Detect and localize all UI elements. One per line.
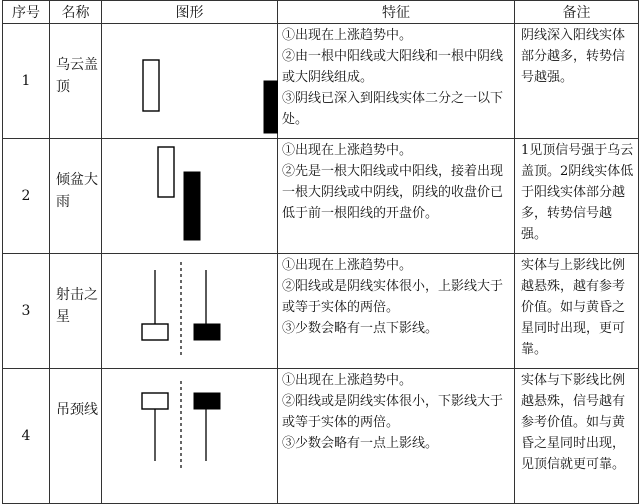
bullish-candle — [143, 60, 159, 111]
feature-line: ②先是一根大阳线或中阳线，接着出现一根大阴线或中阴线，阴线的收盘价已低于前一根阳线的开盘价。 — [282, 164, 504, 221]
pattern-name: 倾盆大雨 — [50, 139, 102, 254]
pattern-features — [278, 369, 515, 504]
candlestick-figure — [102, 369, 278, 503]
feature-line: ③少数会略有一点下影线。 — [282, 321, 439, 336]
table-row — [3, 24, 639, 139]
feature-line: ①出现在上涨趋势中。 — [282, 258, 413, 273]
pattern-note: 阴线深入阳线实体部分越多，转势信号越强。 — [515, 24, 639, 139]
pattern-name: 乌云盖顶 — [50, 24, 102, 139]
table-row — [3, 254, 639, 369]
small-bullish-body — [142, 324, 168, 340]
pattern-features — [278, 254, 515, 369]
pattern-name: 射击之星 — [50, 254, 102, 369]
table-row — [3, 369, 639, 504]
feature-line: ①出现在上涨趋势中。 — [282, 143, 413, 158]
pattern-features — [278, 139, 515, 254]
header-cell-name: 名称 — [50, 1, 102, 24]
small-bearish-body — [194, 393, 220, 409]
bearish-candle — [264, 81, 278, 133]
table-row — [3, 139, 639, 254]
pattern-note: 实体与下影线比例越悬殊，信号越有参考价值。如与黄昏之星同时出现，见顶信就更可靠。 — [515, 369, 639, 504]
bullish-candle — [158, 147, 174, 197]
header-cell-no: 序号 — [3, 1, 50, 24]
bearish-candle — [184, 172, 200, 240]
header-cell-features: 特征 — [278, 1, 515, 24]
header-row — [3, 1, 639, 24]
pattern-features — [278, 24, 515, 139]
feature-line: ①出现在上涨趋势中。 — [282, 28, 413, 43]
candlestick-figure — [102, 139, 278, 253]
pattern-figure — [102, 24, 278, 139]
row-number: 4 — [3, 369, 50, 504]
header-cell-figure: 图形 — [102, 1, 278, 24]
small-bullish-body — [142, 393, 168, 409]
header-cell-note: 备注 — [515, 1, 639, 24]
candlestick-figure — [102, 254, 278, 368]
candlestick-figure — [102, 24, 278, 138]
feature-line: ③阴线已深入到阳线实体二分之一以下处。 — [282, 91, 504, 127]
pattern-name: 吊颈线 — [50, 369, 102, 504]
candlestick-pattern-table — [2, 0, 639, 504]
feature-line: ③少数会略有一点上影线。 — [282, 436, 439, 451]
pattern-figure — [102, 254, 278, 369]
feature-line: ②由一根中阳线或大阳线和一根中阴线或大阴线组成。 — [282, 49, 504, 85]
row-number: 3 — [3, 254, 50, 369]
feature-line: ②阳线或是阴线实体很小，下影线大于或等于实体的两倍。 — [282, 394, 504, 430]
pattern-figure — [102, 139, 278, 254]
small-bearish-body — [194, 324, 220, 340]
row-number: 1 — [3, 24, 50, 139]
feature-line: ②阳线或是阴线实体很小，上影线大于或等于实体的两倍。 — [282, 279, 504, 315]
feature-line: ①出现在上涨趋势中。 — [282, 373, 413, 388]
pattern-note: 1见顶信号强于乌云盖顶。2阴线实体低于阳线实体部分越多，转势信号越强。 — [515, 139, 639, 254]
pattern-figure — [102, 369, 278, 504]
pattern-note: 实体与上影线比例越悬殊，越有参考价值。如与黄昏之星同时出现，更可靠。 — [515, 254, 639, 369]
row-number: 2 — [3, 139, 50, 254]
